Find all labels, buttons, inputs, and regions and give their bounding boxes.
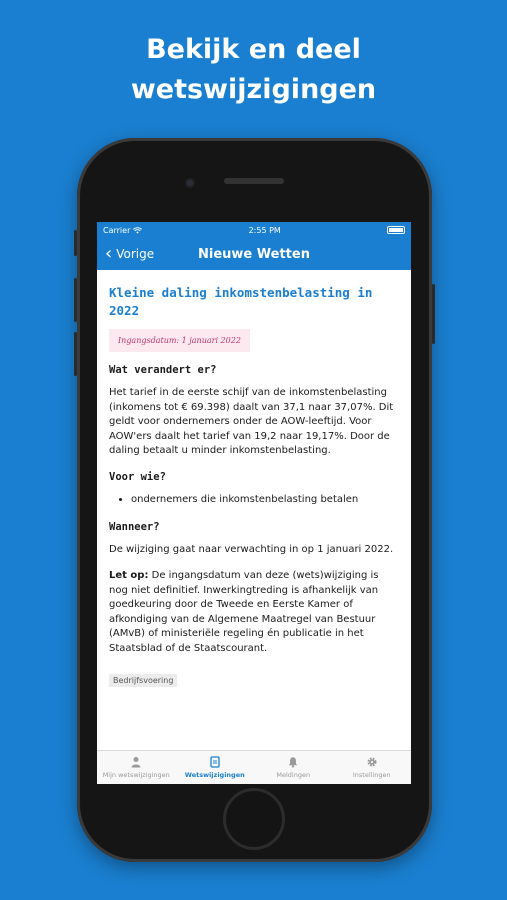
promo-headline-line1: Bekijk en deel — [146, 34, 361, 65]
who-list — [131, 493, 399, 507]
section-text-what: Het tarief in de eerste schijf van de inkomstenbelasting (inkomens tot € 69.398) daalt van 37,1 naar 37,07%. Dit geldt voor ondernemers onder de AOW-leeftijd. Voor AOW'ers daalt het tarief van 19,2 naar 19,17%. Door de daling betaalt u minder inkomstenbelasting. — [109, 387, 394, 456]
power-button — [432, 284, 435, 344]
mute-switch — [74, 230, 77, 256]
section-text-when: De wijziging gaat naar verwachting in op 1 januari 2022. — [109, 543, 394, 555]
bell-icon — [287, 756, 299, 768]
status-left — [103, 226, 142, 235]
effective-date-badge: Ingangsdatum: 1 januari 2022 — [109, 329, 250, 352]
status-time: 2:55 PM — [248, 225, 281, 235]
person-icon — [130, 756, 142, 768]
tab-label: Mijn wetswijzigingen — [102, 771, 170, 779]
battery-icon — [387, 226, 405, 234]
note-text: De ingangsdatum van deze (wets)wijziging is nog niet definitief. Inwerkingtreding is afhankelijk van goedkeuring door de Tweede en Eerste Kamer of afkondiging van de Algemene Maatregel van Bestuur (AMvB) of ministeriële regeling én publicatie in het Staatsblad of de Staatscourant. — [109, 570, 379, 654]
tab-label: Instellingen — [352, 771, 391, 779]
tab-my-changes[interactable] — [97, 751, 176, 784]
promo-headline — [0, 30, 507, 110]
section-heading-who: Voor wie? — [109, 470, 166, 483]
section-heading-what: Wat verandert er? — [109, 364, 217, 376]
tab-label: Meldingen — [276, 771, 311, 779]
back-label: Vorige — [116, 247, 155, 261]
list-item: • ondernemers die inkomstenbelasting betalen — [131, 493, 399, 507]
tab-notifications[interactable] — [254, 751, 333, 784]
front-camera — [185, 178, 195, 188]
category-tag[interactable]: Bedrijfsvoering — [109, 674, 177, 687]
tab-label: Wetswijzigingen — [184, 771, 245, 779]
gear-icon — [366, 756, 378, 768]
navigation-bar — [97, 238, 411, 270]
tab-changes[interactable] — [176, 751, 255, 784]
status-bar — [97, 222, 411, 238]
app-screen — [97, 222, 411, 784]
tab-bar — [97, 750, 411, 784]
document-icon — [209, 756, 221, 768]
note-paragraph — [109, 569, 399, 656]
note-label: Let op: — [109, 570, 149, 581]
back-button[interactable] — [105, 238, 154, 270]
earpiece-speaker — [224, 178, 284, 184]
chevron-left-icon: ‹ — [105, 243, 113, 264]
nav-title: Nieuwe Wetten — [198, 246, 310, 262]
home-button[interactable] — [223, 788, 285, 850]
phone-frame — [77, 138, 432, 862]
article-content — [97, 270, 411, 687]
article-title: Kleine daling inkomstenbelasting in 2022 — [109, 285, 373, 318]
section-heading-when: Wanneer? — [109, 520, 160, 533]
promo-headline-line2: wetswijzigingen — [130, 74, 377, 105]
tab-settings[interactable] — [333, 751, 412, 784]
volume-down-button — [74, 332, 77, 376]
volume-up-button — [74, 278, 77, 322]
carrier-label: Carrier — [103, 225, 131, 235]
wifi-icon — [133, 227, 142, 234]
